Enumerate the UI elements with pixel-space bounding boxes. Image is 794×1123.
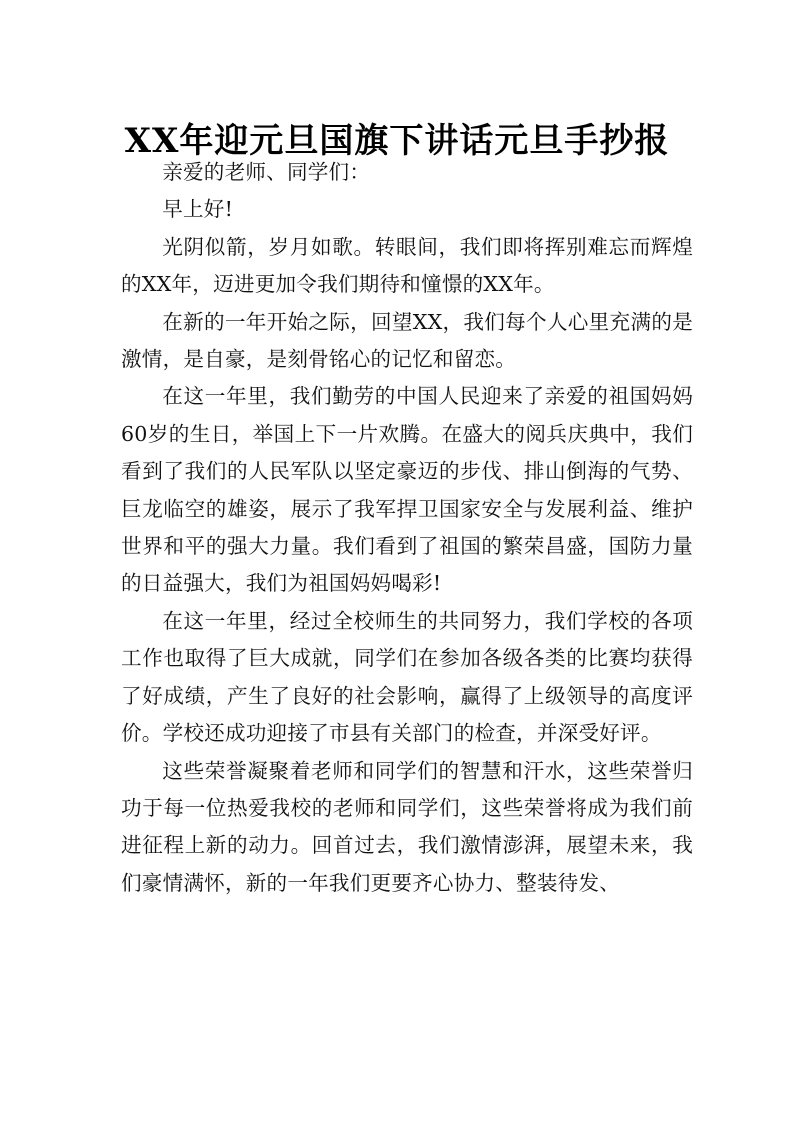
body-paragraph-national: 在这一年里，我们勤劳的中国人民迎来了亲爱的祖国妈妈60岁的生日，举国上下一片欢腾。在盛大的阅兵庆典中，我们看到了我们的人民军队以坚定豪迈的步伐、排山倒海的气势、巨龙临空的雄姿，展示了我军捍卫国家安全与发展利益、维护世界和平的强大力量。我们看到了祖国的繁荣昌盛，国防力量的日益强大，我们为祖国妈妈喝彩!	[121, 384, 693, 596]
body-paragraph-new-year: 在新的一年开始之际，回望XX，我们每个人心里充满的是激情，是自豪，是刻骨铭心的记忆和留恋。	[121, 309, 693, 372]
good-morning-paragraph: 早上好!	[162, 197, 234, 222]
body-paragraph-school: 在这一年里，经过全校师生的共同努力，我们学校的各项工作也取得了巨大成就，同学们在参加各级各类的比赛均获得了好成绩，产生了良好的社会影响，赢得了上级领导的高度评价。学校还成功迎接了市县有关部门的检查，并深受好评。	[121, 608, 693, 746]
document-body	[121, 154, 693, 902]
body-paragraph-honors: 这些荣誉凝聚着老师和同学们的智慧和汗水，这些荣誉归功于每一位热爱我校的老师和同学们，这些荣誉将成为我们前进征程上新的动力。回首过去，我们激情澎湃，展望未来，我们豪情满怀，新的一年我们更要齐心协力、整装待发、	[121, 758, 693, 895]
document-title: XX年迎元旦国旗下讲话元旦手抄报	[124, 120, 670, 161]
greeting-paragraph: 亲爱的老师、同学们：	[162, 160, 371, 184]
body-paragraph-time-flies: 光阴似箭，岁月如歌。转眼间，我们即将挥别难忘而辉煌的XX年，迈进更加令我们期待和憧憬的XX年。	[121, 234, 693, 297]
